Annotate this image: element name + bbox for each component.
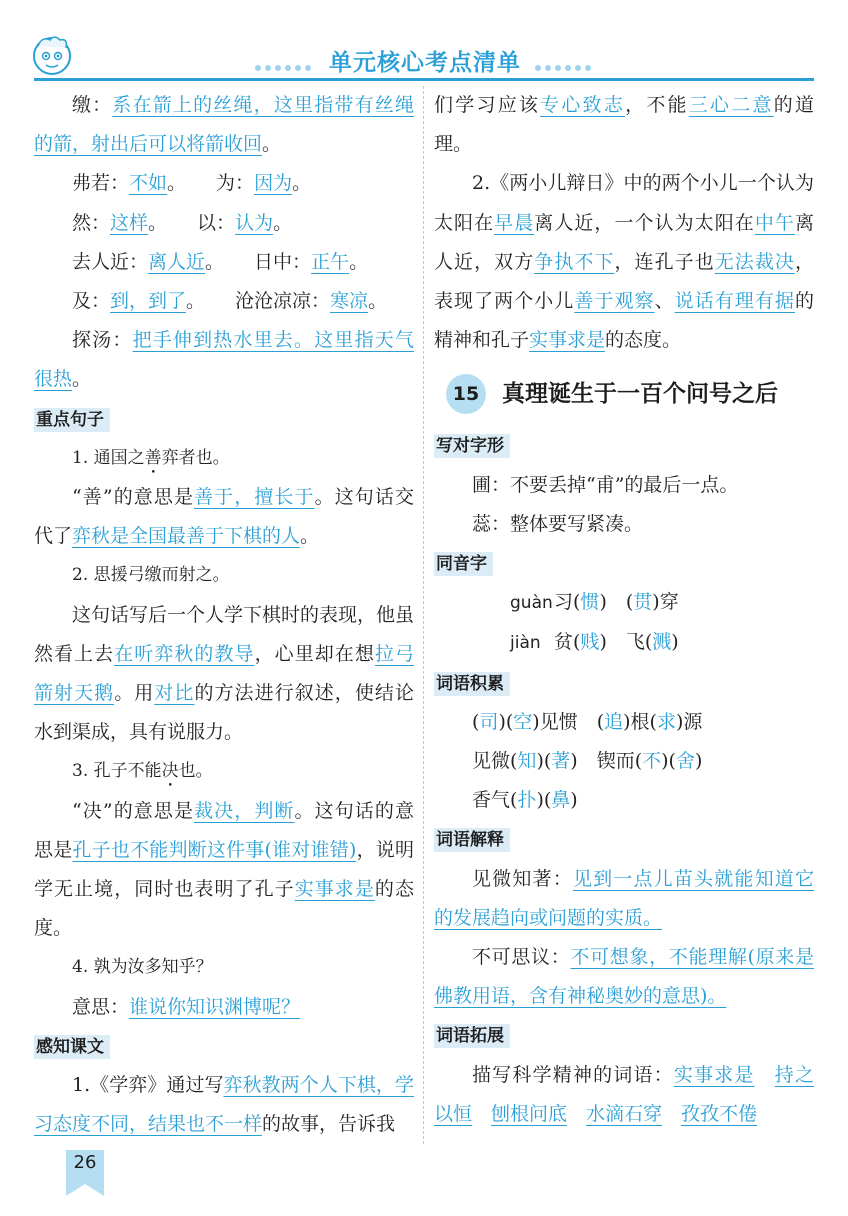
answer: 鼻	[551, 789, 571, 812]
answer: 系在箭上的丝绳，这里指带有丝绳的箭，射出后可以将箭收回	[34, 94, 414, 156]
sentence-1-analysis: “善”的意思是善于，擅长于。这句话交代了弈秋是全国最善于下棋的人。	[34, 486, 414, 548]
answer: 舍	[675, 750, 695, 773]
answer: 谁说你知识渊博呢？	[129, 995, 301, 1018]
answer: 求	[656, 710, 676, 733]
answer: 裁决，判断	[194, 799, 295, 822]
lesson-heading	[434, 366, 814, 426]
answer: 实事求是	[294, 878, 375, 901]
text-item-1: 1.《学弈》通过写弈秋教两个人下棋，学习态度不同，结果也不一样的故事，告诉我	[34, 1074, 414, 1136]
page-title: 单元核心考点清单	[329, 50, 521, 76]
text-item-2: 2.《两小儿辩日》中的两个小儿一个认为太阳在早晨离人近，一个认为太阳在中午离人近，双方争执不下，连孔子也无法裁决，表现了两个小儿善于观察、说话有理有据的精神和孔子实事求是的态度。	[434, 172, 814, 352]
sentence-3-analysis: “决”的意思是裁决，判断。这句话的意思是孔子也不能判断这件事(谁对谁错)，说明学无止境，同时也表明了孔子实事求是的态度。	[34, 799, 414, 940]
answer: 善于观察	[574, 290, 655, 313]
page-number: 26	[73, 1152, 97, 1173]
section-heading-expansion: 词语拓展	[434, 1024, 510, 1048]
answer: 中午	[754, 211, 795, 234]
sentence-4: 4. 孰为汝多知乎？	[72, 957, 213, 978]
answer: 实事求是	[673, 1063, 755, 1086]
answer: 刨根问底	[491, 1102, 568, 1125]
answer: 孔子也不能判断这件事(谁对谁错)	[72, 838, 357, 861]
sentence-2: 2. 思援弓缴而射之。	[72, 565, 230, 586]
text-item-1-continued: 们学习应该专心致志，不能三心二意的道理。	[434, 94, 814, 156]
sentence-1: 1. 通国之善弈者也。	[72, 447, 230, 468]
vocab-row-1: (司)(空)见惯 (追)根(求)源	[472, 710, 703, 733]
column-divider	[423, 86, 424, 1144]
answer: 弈秋是全国最善于下棋的人	[72, 525, 301, 548]
expansion-row: 描写科学精神的词语：实事求是 持之以恒 刨根问底 水滴石穿 孜孜不倦	[434, 1063, 814, 1125]
header-dots-right	[535, 56, 595, 62]
section-heading-explanations: 词语解释	[434, 828, 510, 852]
glyph-tip-1: 圃：不要丢掉“甫”的最后一点。	[472, 473, 739, 496]
right-column	[434, 86, 814, 1134]
answer: 弈秋教两个人下棋，学习态度不同，结果也不一样	[34, 1074, 414, 1136]
answer: 认为	[235, 211, 274, 234]
section-heading-key-sentences: 重点句子	[34, 408, 110, 432]
answer: 因为	[254, 172, 293, 195]
answer: 水滴石穿	[586, 1102, 663, 1125]
answer: 贱	[580, 631, 600, 654]
answer: 在听弈秋的教导	[114, 642, 255, 665]
page-header	[0, 0, 848, 84]
glyph-tip-2: 蕊：整体要写紧凑。	[472, 512, 644, 535]
answer: 空	[513, 710, 533, 733]
section-heading-text-perception: 感知课文	[34, 1035, 110, 1059]
sentence-4-analysis: 意思：谁说你知识渊博呢？	[72, 995, 301, 1018]
sentence-2-analysis: 这句话写后一个人学下棋时的表现，他虽然看上去在听弈秋的教导，心里却在想拉弓箭射天鹅。用对比的方法进行叙述，使结论水到渠成，具有说服力。	[34, 603, 415, 744]
answer: 无法裁决	[714, 250, 795, 273]
gloss-row-1: 弗若：不如。 为：因为。	[72, 172, 312, 195]
answer: 这样	[110, 211, 149, 234]
mascot-logo-icon	[28, 32, 76, 80]
answer: 追	[604, 710, 624, 733]
section-heading-vocabulary: 词语积累	[434, 672, 510, 696]
section-heading-homophones: 同音字	[434, 552, 493, 576]
answer: 不可想象，不能理解(原来是佛教用语，含有神秘奥妙的意思)。	[434, 946, 814, 1008]
answer: 正午	[311, 250, 350, 273]
answer: 把手伸到热水里去。这里指天气很热	[34, 329, 414, 391]
answer: 实事求是	[529, 329, 606, 352]
answer: 知	[517, 750, 537, 773]
homophone-row-2: jiàn 贫(贱) 飞(溅)	[510, 631, 679, 654]
answer: 寒凉	[330, 290, 369, 313]
lesson-title: 真理诞生于一百个问号之后	[502, 380, 778, 408]
homophone-row-1: guàn习(惯) (贯)穿	[510, 591, 679, 614]
gloss-row-3: 去人近：离人近。 日中：正午。	[72, 250, 369, 273]
answer: 见到一点儿苗头就能知道它的发展趋向或问题的实质。	[434, 867, 814, 929]
answer: 拉弓箭射天鹅	[34, 642, 414, 705]
gloss-tang: 探汤：把手伸到热水里去。这里指天气很热。	[34, 329, 414, 391]
gloss-row-2: 然：这样。 以：认为。	[72, 211, 293, 234]
left-column	[34, 86, 414, 1144]
answer: 著	[551, 750, 571, 773]
answer: 说话有理有据	[674, 290, 795, 313]
answer: 贯	[633, 591, 653, 614]
answer: 溅	[652, 631, 672, 654]
answer: 三心二意	[688, 94, 774, 116]
gloss-zhuo: 缴：系在箭上的丝绳，这里指带有丝绳的箭，射出后可以将箭收回。	[34, 94, 414, 156]
explanation-2: 不可思议：不可想象，不能理解(原来是佛教用语，含有神秘奥妙的意思)。	[434, 946, 814, 1008]
answer: 善于，擅长于	[194, 486, 315, 509]
explanation-1: 见微知著：见到一点儿苗头就能知道它的发展趋向或问题的实质。	[434, 867, 814, 929]
answer: 对比	[154, 682, 195, 705]
lesson-number-badge: 15	[446, 374, 486, 414]
vocab-row-2: 见微(知)(著) 锲而(不)(舍)	[472, 750, 703, 773]
sentence-3: 3. 孔子不能决也。	[72, 761, 213, 782]
answer: 专心致志	[540, 94, 626, 116]
answer: 争执不下	[534, 250, 615, 273]
answer: 离人近	[148, 250, 206, 273]
answer: 到，到了	[110, 290, 187, 313]
header-rule	[34, 78, 814, 81]
answer: 持之以恒	[434, 1063, 814, 1125]
answer: 早晨	[494, 211, 535, 234]
answer: 扑	[517, 789, 537, 812]
answer: 不	[642, 750, 662, 773]
vocab-row-3: 香气(扑)(鼻)	[472, 789, 578, 812]
answer: 孜孜不倦	[681, 1102, 758, 1125]
answer: 不如	[129, 172, 168, 195]
gloss-row-4: 及：到，到了。 沧沧凉凉：寒凉。	[72, 290, 388, 313]
answer: 司	[479, 710, 499, 733]
answer: 惯	[580, 591, 600, 614]
section-heading-glyphs: 写对字形	[434, 434, 510, 458]
